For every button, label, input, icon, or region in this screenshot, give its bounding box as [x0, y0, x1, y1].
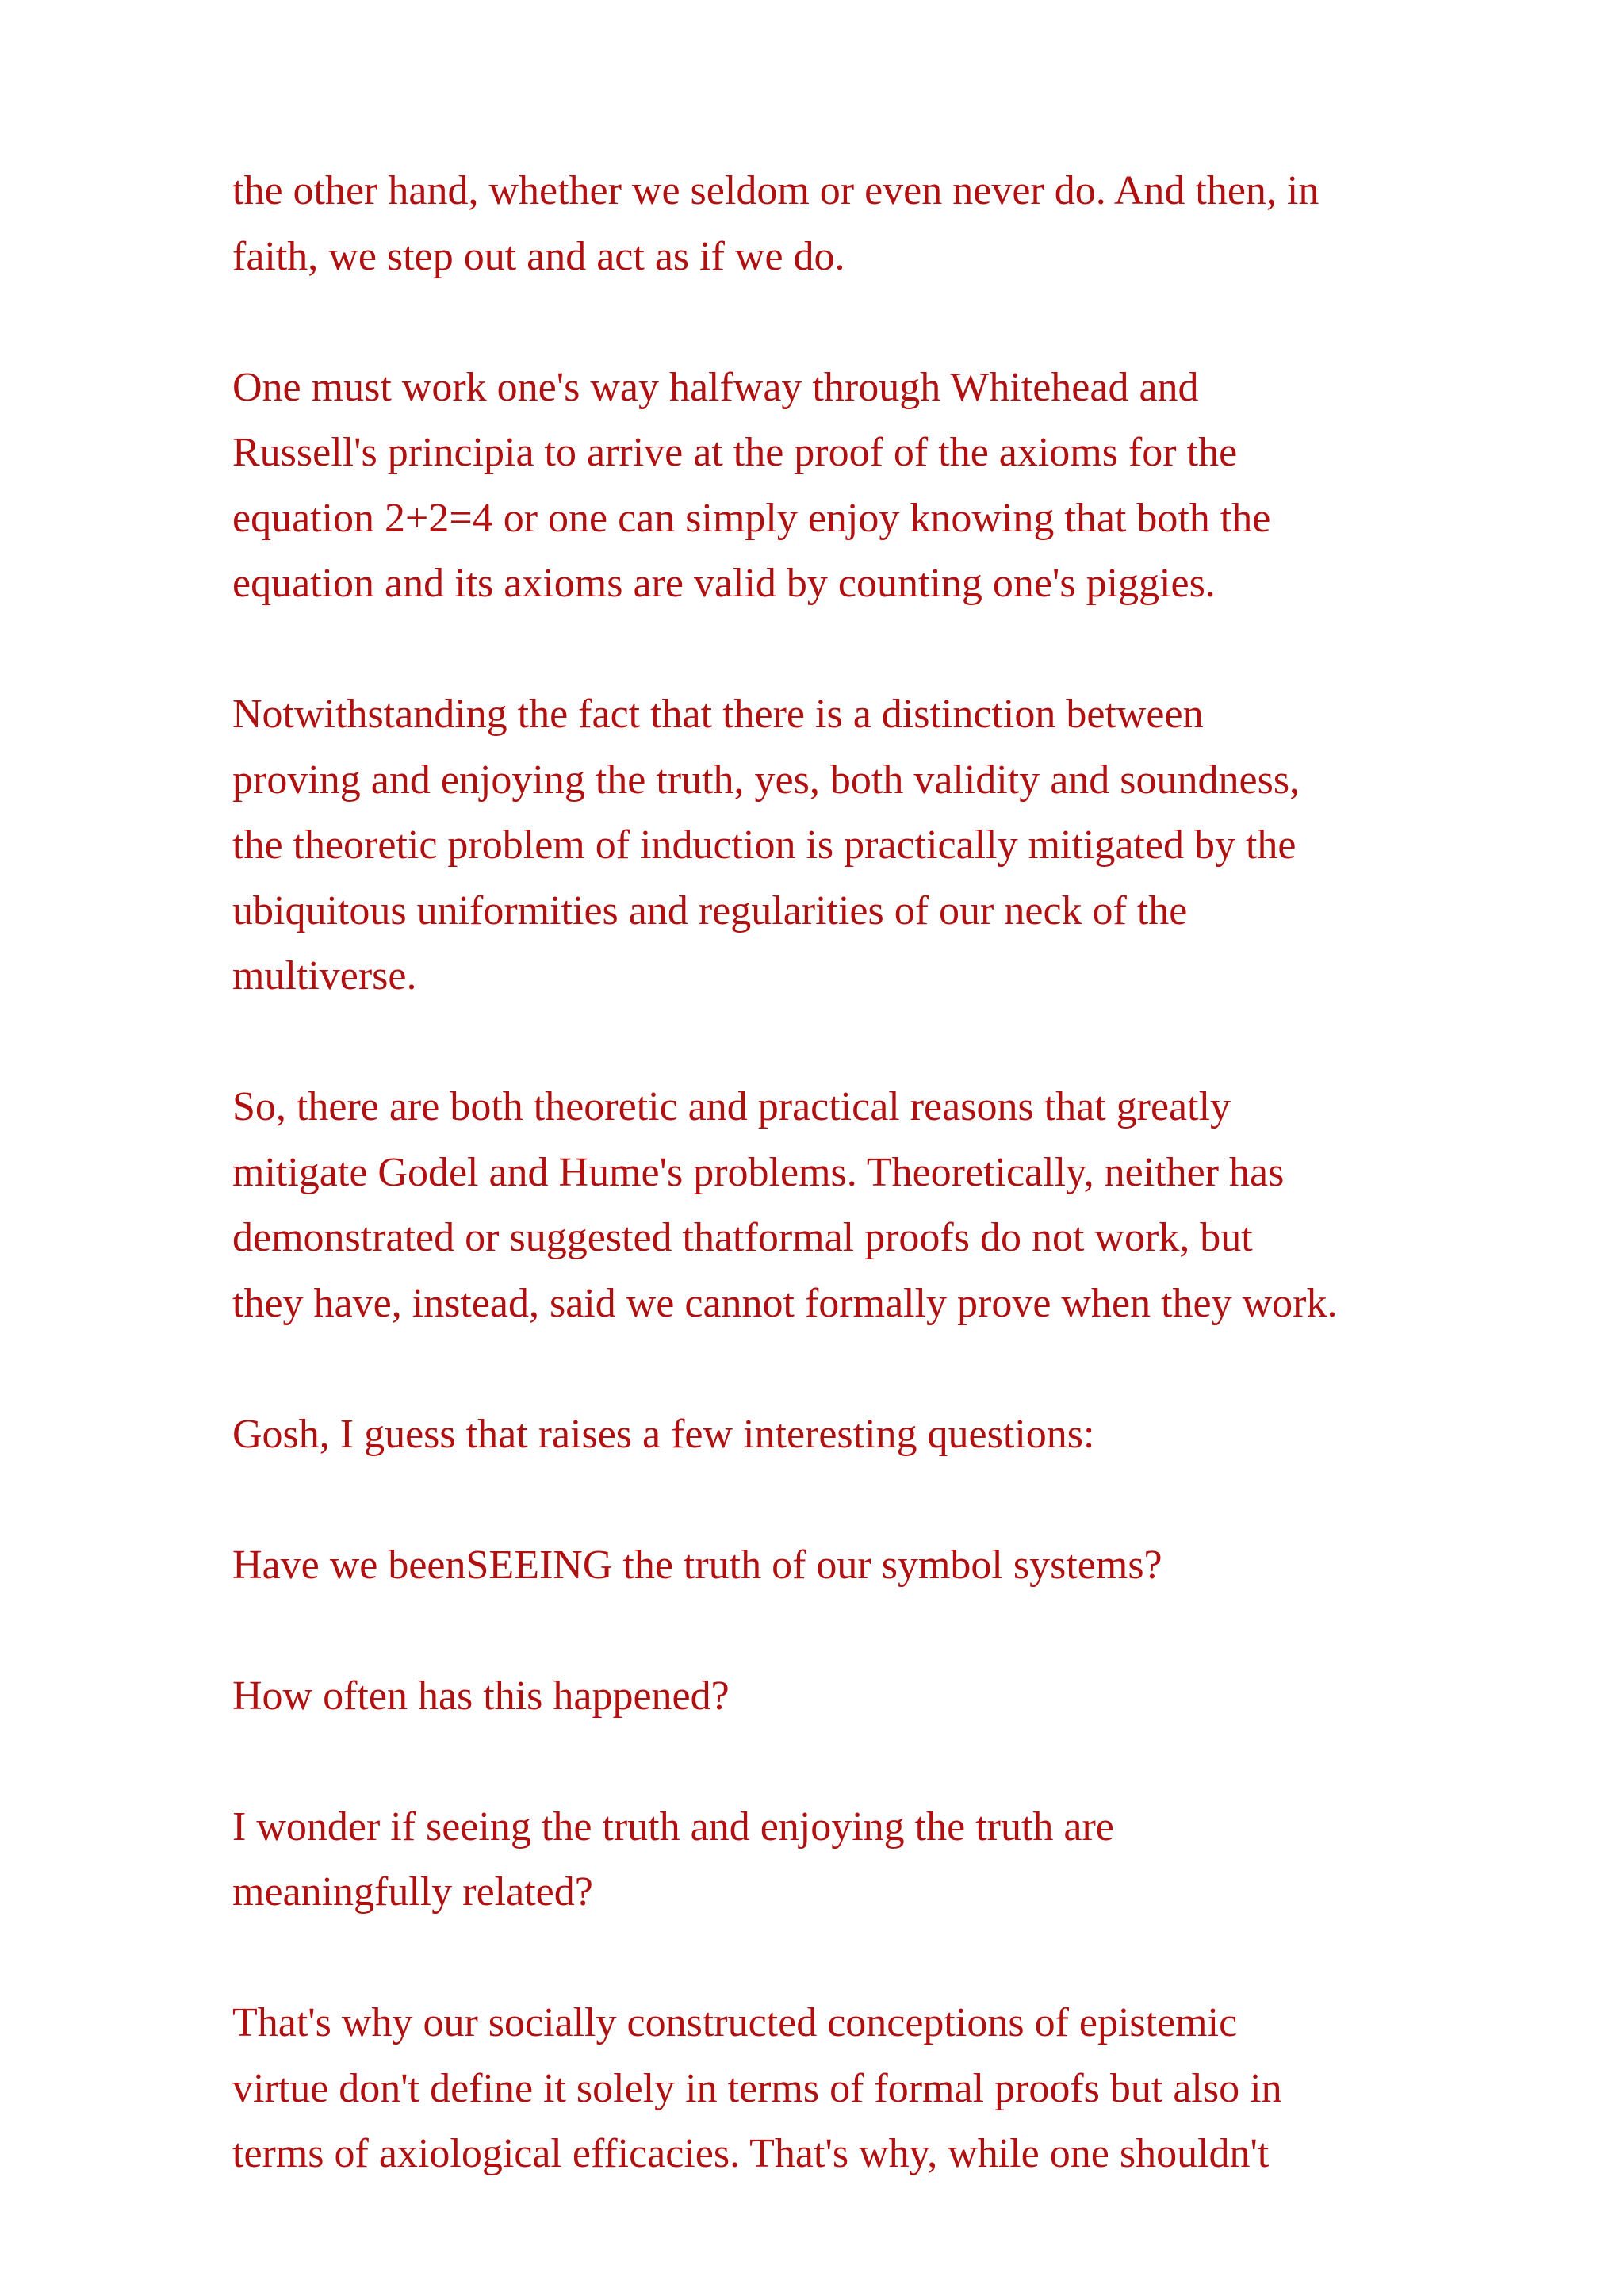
- paragraph-7: [232, 1664, 1422, 1730]
- paragraph-3: [232, 682, 1422, 1010]
- paragraph-6: [232, 1533, 1422, 1599]
- paragraph-4: [232, 1075, 1422, 1336]
- paragraph-1: [232, 159, 1422, 289]
- text-line: the theoretic problem of induction is practically mitigated by the: [232, 822, 1297, 868]
- text-line: virtue don't define it solely in terms of formal proofs but also in: [232, 2065, 1282, 2111]
- text-line: they have, instead, said we cannot formally prove when they work.: [232, 1280, 1338, 1326]
- text-line: multiverse.: [232, 953, 417, 999]
- body-text: [232, 159, 1422, 2252]
- text-line: the other hand, whether we seldom or even never do. And then, in: [232, 168, 1320, 213]
- paragraph-5: [232, 1402, 1422, 1468]
- text-line: ubiquitous uniformities and regularities of our neck of the: [232, 887, 1188, 933]
- text-line: meaningfully related?: [232, 1869, 593, 1915]
- text-line: That's why our socially constructed conceptions of epistemic: [232, 2000, 1238, 2045]
- text-line: So, there are both theoretic and practical reasons that greatly: [232, 1084, 1231, 1129]
- text-line: Have we beenSEEING the truth of our symbol systems?: [232, 1542, 1162, 1588]
- text-line: proving and enjoying the truth, yes, both validity and soundness,: [232, 757, 1300, 803]
- text-line: mitigate Godel and Hume's problems. Theoretically, neither has: [232, 1149, 1285, 1195]
- text-line: Gosh, I guess that raises a few interesting questions:: [232, 1411, 1095, 1457]
- text-line: faith, we step out and act as if we do.: [232, 233, 845, 279]
- text-line: terms of axiological efficacies. That's why, while one shouldn't: [232, 2131, 1270, 2176]
- text-line: I wonder if seeing the truth and enjoying the truth are: [232, 1803, 1114, 1849]
- text-line: demonstrated or suggested thatformal proofs do not work, but: [232, 1215, 1253, 1260]
- text-line: One must work one's way halfway through Whitehead and: [232, 364, 1199, 410]
- paragraph-8: [232, 1795, 1422, 1926]
- text-line: equation 2+2=4 or one can simply enjoy knowing that both the: [232, 495, 1271, 541]
- paragraph-9: [232, 1991, 1422, 2187]
- text-line: How often has this happened?: [232, 1673, 730, 1719]
- text-line: equation and its axioms are valid by counting one's piggies.: [232, 561, 1216, 606]
- paragraph-2: [232, 355, 1422, 617]
- text-line: Russell's principia to arrive at the proof of the axioms for the: [232, 430, 1238, 475]
- text-line: Notwithstanding the fact that there is a distinction between: [232, 692, 1204, 737]
